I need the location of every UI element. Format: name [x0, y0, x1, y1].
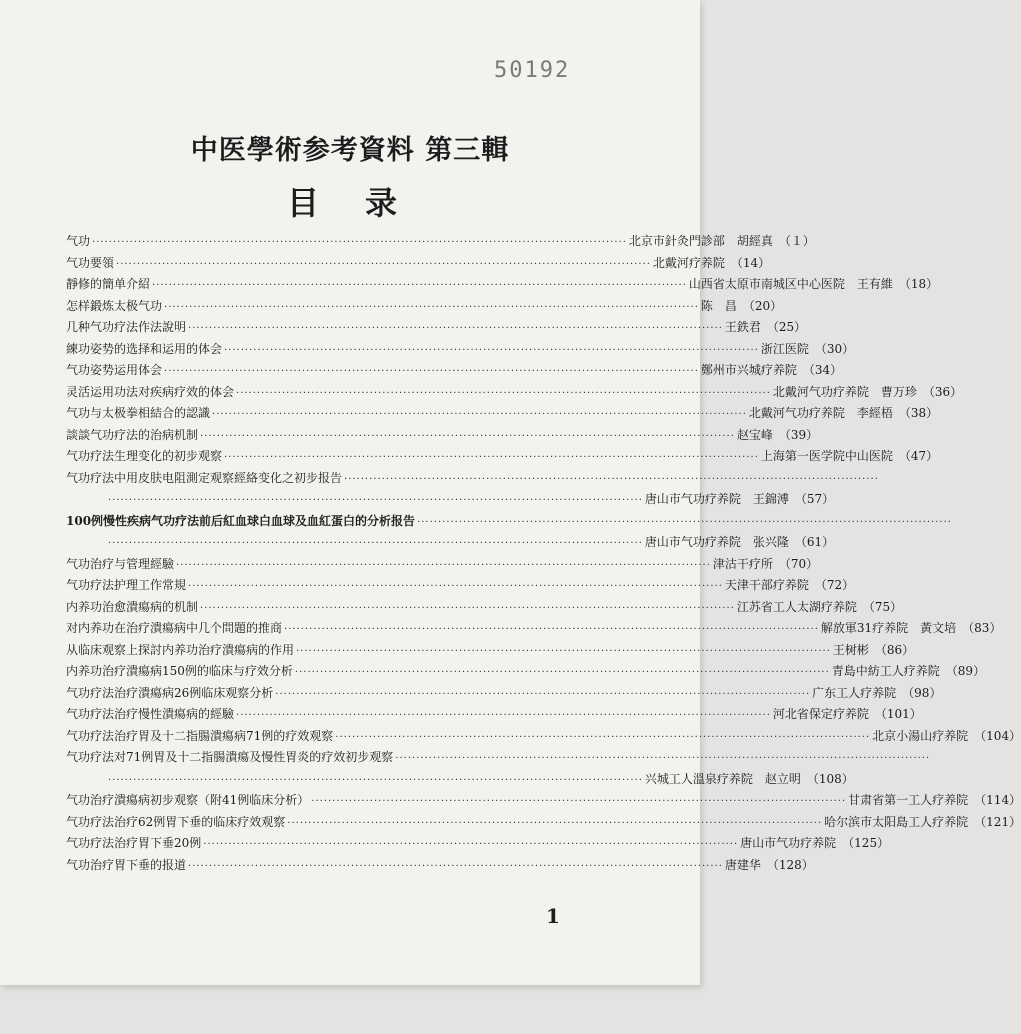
entry-title: 气功疗法治疗胃及十二指腸潰瘍病71例的疗效观察	[66, 728, 334, 743]
entry-page: （１）	[778, 234, 815, 248]
toc-entry	[66, 704, 922, 726]
entry-author: 解放軍31疗养院 黃文培	[820, 621, 957, 635]
toc-entry	[66, 683, 942, 705]
entry-page: （86）	[874, 642, 915, 657]
leader-dots	[417, 512, 952, 534]
leader-dots	[108, 770, 643, 792]
entry-page: （101）	[874, 707, 922, 721]
leader-dots	[188, 318, 723, 340]
leader-dots	[164, 361, 699, 383]
entry-title: 气功治疗与管理經驗	[66, 556, 175, 571]
toc-entry	[66, 554, 819, 576]
toc-entry	[66, 661, 986, 683]
leader-dots	[200, 598, 735, 620]
toc-heading: 目录	[286, 184, 443, 222]
entry-page: （98）	[902, 685, 942, 700]
toc-entry	[66, 425, 819, 447]
entry-title: 靜修的簡单介紹	[66, 277, 151, 291]
entry-title: 气功疗法治疗潰瘍病26例临床观察分析	[66, 685, 274, 700]
entry-page: （61）	[794, 535, 835, 549]
toc-entry	[66, 640, 915, 662]
entry-title: 100例慢性疾病气功疗法前后紅血球白血球及血紅蛋白的分析报告	[66, 513, 416, 528]
entry-author: 王鉄君	[724, 320, 761, 334]
entry-page: （30）	[814, 341, 855, 356]
entry-title: 内养功治愈潰瘍病的机制	[66, 599, 199, 614]
entry-page: （20）	[742, 298, 783, 313]
entry-page: （128）	[766, 857, 814, 872]
entry-author: 兴城工人溫泉疗养院 赵立明	[644, 771, 801, 786]
toc-entry	[66, 339, 855, 361]
toc-entry	[66, 317, 807, 339]
leader-dots	[108, 490, 643, 512]
toc-entry	[66, 575, 855, 597]
entry-page: （121）	[974, 814, 1021, 829]
entry-author: 北戴河疗养院	[652, 255, 725, 270]
entry-author: 北京小湯山疗养院	[872, 728, 969, 743]
toc-entry	[66, 618, 1002, 640]
entry-page: （83）	[962, 621, 1002, 635]
toc-entry	[66, 726, 1021, 748]
leader-dots	[344, 469, 879, 491]
entry-author: 甘肃省第一工人疗养院	[848, 793, 969, 807]
toc-entry	[66, 468, 835, 511]
entry-author: 北京市針灸門診部 胡經真	[628, 234, 773, 248]
leader-dots	[212, 404, 747, 426]
entry-title: 气功疗法生理变化的初步观察	[66, 449, 223, 463]
leader-dots	[200, 426, 735, 448]
entry-author: 陈 昌	[700, 298, 737, 313]
entry-author: 王树彬	[832, 642, 869, 657]
toc-entry	[66, 403, 939, 425]
entry-title: 几种气功疗法作法說明	[66, 320, 187, 334]
entry-title: 气功与太极拳相結合的認識	[66, 406, 211, 420]
entry-title: 怎样鍛炼太极气功	[66, 298, 163, 313]
entry-title: 从临床观察上探討内养功治疗潰瘍病的作用	[66, 642, 295, 657]
leader-dots	[188, 576, 723, 598]
entry-title: 气功疗法中用皮肤电阻測定观察經絡变化之初步报告	[66, 470, 343, 485]
leader-dots	[188, 856, 723, 878]
leader-dots	[224, 340, 759, 362]
entry-title: 練功姿势的选择和运用的体会	[66, 341, 223, 356]
leader-dots	[92, 232, 627, 254]
toc-entry	[66, 296, 783, 318]
toc-entry	[66, 833, 890, 855]
entry-title: 气功疗法治疗慢性潰瘍病的經驗	[66, 707, 235, 721]
leader-dots	[152, 275, 687, 297]
entry-page: （75）	[862, 599, 903, 614]
entry-page: （47）	[898, 449, 939, 463]
leader-dots	[203, 834, 738, 856]
leader-dots	[164, 297, 699, 319]
entry-page: （57）	[794, 492, 835, 506]
entry-page: （39）	[778, 427, 819, 442]
entry-author: 赵宝峰	[736, 427, 773, 442]
entry-title: 气功治疗潰瘍病初步观察（附41例临床分析）	[66, 793, 310, 807]
entry-page: （72）	[814, 578, 855, 592]
entry-author: 唐山市气功疗养院 张兴隆	[644, 535, 789, 549]
entry-author: 浙江医院	[760, 341, 809, 356]
entry-title: 气功	[66, 234, 91, 248]
toc-entry	[66, 597, 903, 619]
leader-dots	[236, 705, 771, 727]
table-of-contents	[66, 231, 1021, 876]
leader-dots	[116, 254, 651, 276]
entry-page: （125）	[842, 836, 890, 850]
leader-dots	[275, 684, 810, 706]
entry-author: 广东工人疗养院	[812, 685, 897, 700]
leader-dots	[295, 662, 830, 684]
toc-entry	[66, 382, 963, 404]
leader-dots	[395, 748, 930, 770]
entry-title: 内养功治疗潰瘍病150例的临床与疗效分析	[66, 664, 293, 678]
entry-author: 唐山市气功疗养院 王錦溥	[644, 492, 789, 506]
leader-dots	[311, 791, 846, 813]
entry-author: 唐山市气功疗养院	[740, 836, 837, 850]
entry-title: 对内养功在治疗潰瘍病中几个問題的推商	[66, 621, 283, 635]
toc-entry	[66, 274, 939, 296]
entry-title: 气功治疗胃下垂的报道	[66, 857, 187, 872]
entry-title: 談談气功疗法的治病机制	[66, 427, 199, 442]
toc-entry	[66, 253, 771, 275]
leader-dots	[296, 641, 831, 663]
toc-entry	[66, 231, 815, 253]
entry-page: （104）	[974, 728, 1021, 743]
entry-author: 山西省太原市南城区中心医院 王有維	[688, 277, 893, 291]
entry-author: 天津干部疗养院	[724, 578, 809, 592]
entry-page: （25）	[766, 320, 807, 334]
leader-dots	[224, 447, 759, 469]
entry-author: 江苏省工人太湖疗养院	[736, 599, 857, 614]
entry-title: 气功要領	[66, 255, 115, 270]
entry-title: 灵活运用功法对疾病疗效的体会	[66, 384, 235, 399]
entry-title: 气功疗法治疗62例胃下垂的临床疗效观察	[66, 814, 286, 829]
entry-page: （36）	[922, 384, 963, 399]
entry-page: （34）	[802, 363, 843, 377]
page-number: 1	[546, 904, 560, 928]
entry-author: 鄭州市兴城疗养院	[700, 363, 797, 377]
toc-entry	[66, 855, 814, 877]
toc-entry	[66, 790, 1021, 812]
toc-entry	[66, 446, 939, 468]
entry-author: 上海第一医学院中山医院	[760, 449, 893, 463]
entry-author: 青島中紡工人疗养院	[831, 664, 940, 678]
entry-author: 唐建华	[724, 857, 761, 872]
entry-page: （114）	[974, 793, 1021, 807]
entry-author: 北戴河气功疗养院 曹万珍	[772, 384, 917, 399]
leader-dots	[236, 383, 771, 405]
entry-title: 气功疗法护理工作常規	[66, 578, 187, 592]
entry-title: 气功疗法治疗胃下垂20例	[66, 836, 202, 850]
page-title: 中医學術参考資料 第三輯	[190, 135, 510, 166]
entry-page: （108）	[806, 771, 854, 786]
entry-page: （18）	[898, 277, 939, 291]
toc-entry	[66, 747, 854, 790]
leader-dots	[335, 727, 870, 749]
entry-title: 气功姿势运用体会	[66, 363, 163, 377]
leader-dots	[284, 619, 819, 641]
entry-author: 津沽干疗所	[712, 556, 773, 571]
entry-page: （14）	[730, 255, 771, 270]
toc-entry	[66, 812, 1021, 834]
leader-dots	[176, 555, 711, 577]
entry-author: 哈尔滨市太阳島工人疗养院	[824, 814, 969, 829]
toc-entry	[66, 360, 843, 382]
entry-page: （38）	[898, 406, 939, 420]
entry-title: 气功疗法对71例胃及十二指腸潰瘍及慢性胃炎的疗效初步观察	[66, 750, 394, 764]
leader-dots	[108, 533, 643, 555]
leader-dots	[287, 813, 822, 835]
entry-page: （70）	[778, 556, 819, 571]
archive-stamp: 50192	[494, 58, 571, 83]
entry-author: 北戴河气功疗养院 李經梧	[748, 406, 893, 420]
entry-author: 河北省保定疗养院	[772, 707, 869, 721]
toc-entry	[66, 511, 835, 554]
entry-page: （89）	[945, 664, 986, 678]
